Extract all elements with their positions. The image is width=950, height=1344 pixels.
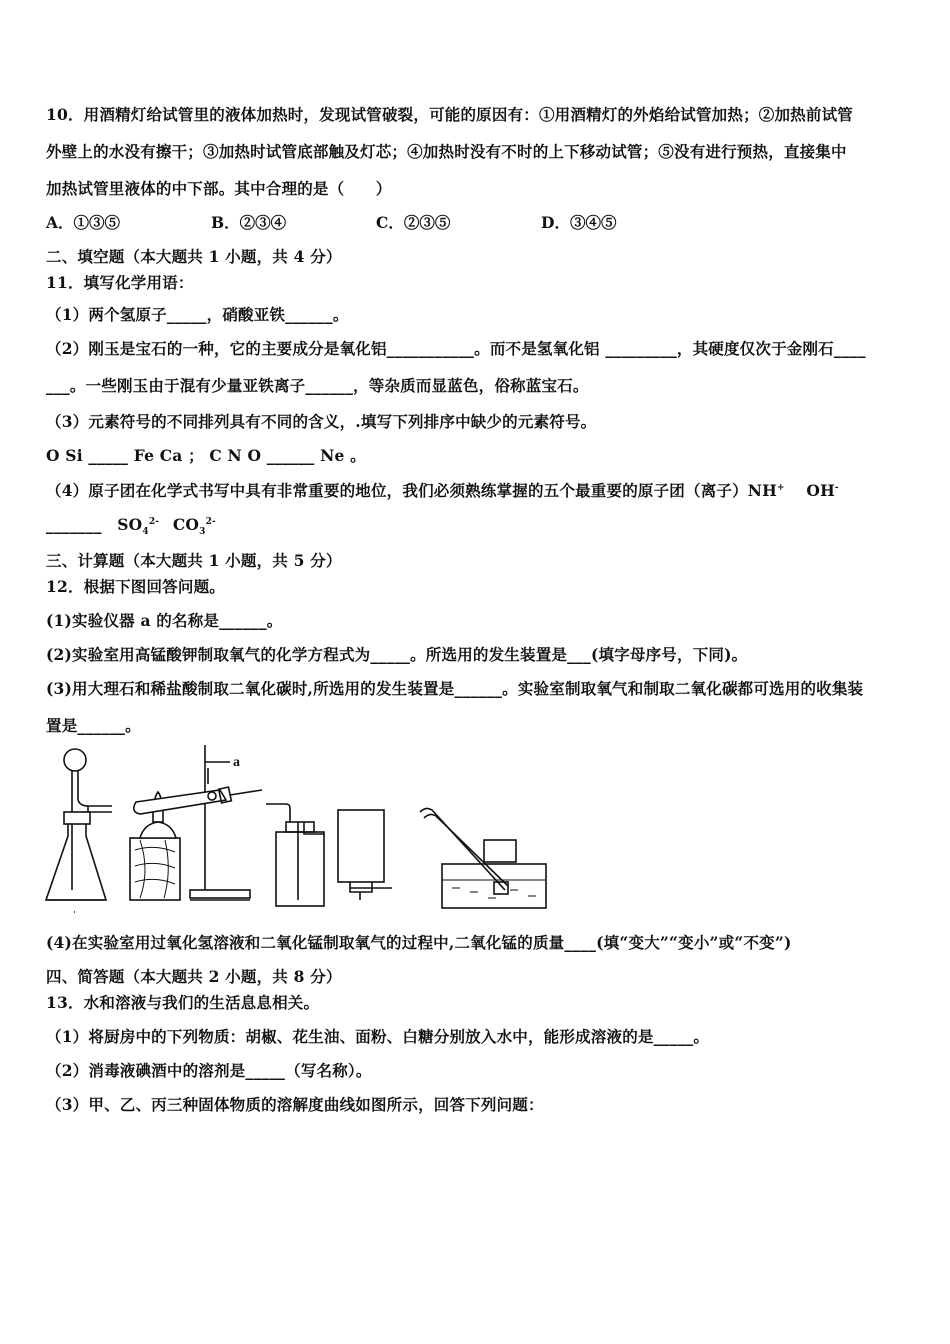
- q12-part2: (2)实验室用高锰酸钾制取氧气的化学方程式为_____。所选用的发生装置是___(填字母序号，下同)。: [46, 645, 748, 664]
- gas-bottle-apparatus: [266, 804, 324, 906]
- co3-formula: $CO_3^{2-}$: [172, 515, 216, 538]
- oh-formula: OH: [806, 481, 835, 500]
- section4-heading: 四、简答题（本大题共 2 小题，共 8 分）: [46, 967, 342, 986]
- q12-part3b: 置是______。: [46, 716, 141, 735]
- q10-option-c: C．②③⑤: [376, 213, 451, 232]
- water-trough-apparatus: [420, 808, 546, 908]
- figure-label-a: a: [233, 755, 240, 770]
- q12-title: 12．根据下图回答问题。: [46, 577, 225, 596]
- q13-part3: （3）甲、乙、丙三种固体物质的溶解度曲线如图所示，回答下列问题：: [46, 1095, 544, 1114]
- q12-part3a: (3)用大理石和稀盐酸制取二氧化碳时,所选用的发生装置是______。实验室制取氧气和制取二氧化碳都可选用的收集装: [46, 679, 864, 698]
- heating-apparatus: [130, 745, 262, 900]
- q11-part3-sequence: O Si _____ Fe Ca ； C N O ______ Ne 。: [46, 446, 366, 465]
- q11-part4: [46, 479, 839, 501]
- section3-heading: 三、计算题（本大题共 1 小题，共 5 分）: [46, 551, 342, 570]
- section2-heading: 二、填空题（本大题共 1 小题，共 4 分）: [46, 247, 342, 266]
- q10-option-d: D．③④⑤: [541, 213, 617, 232]
- q12-part4: (4)在实验室用过氧化氢溶液和二氧化锰制取氧气的过程中,二氧化锰的质量____(填“变大”“变小”或“不变”): [46, 933, 792, 952]
- q11-part2a: （2）刚玉是宝石的一种，它的主要成分是氧化铝___________。而不是氢氧化铝 _________，其硬度仅次于金刚石____: [46, 339, 866, 358]
- q13-title: 13．水和溶液与我们的生活息息相关。: [46, 993, 320, 1012]
- q11-part2b: ___。一些刚玉由于混有少量亚铁离子______，等杂质而显蓝色，俗称蓝宝石。: [46, 376, 589, 395]
- q11-part1: （1）两个氢原子_____，硝酸亚铁______。: [46, 305, 349, 324]
- q13-part1: （1）将厨房中的下列物质：胡椒、花生油、面粉、白糖分别放入水中，能形成溶液的是_____。: [46, 1027, 710, 1046]
- q12-part1: (1)实验仪器 a 的名称是______。: [46, 611, 283, 630]
- nh4-charge: +: [777, 482, 785, 493]
- q11-part3: （3）元素符号的不同排列具有不同的含义，.填写下列排序中缺少的元素符号。: [46, 412, 597, 431]
- q10-line1: 10．用酒精灯给试管里的液体加热时，发现试管破裂，可能的原因有：①用酒精灯的外焰给试管加热；②加热前试管: [46, 105, 853, 124]
- q10-line3: 加热试管里液体的中下部。其中合理的是（ ）: [46, 179, 392, 198]
- oh-charge: -: [834, 482, 839, 493]
- q11-part4-row2: [46, 515, 216, 537]
- q11-part4-text: （4）原子团在化学式书写中具有非常重要的地位，我们必须熟练掌握的五个最重要的原子团（离子）NH: [46, 481, 778, 500]
- q11-part4-blank: _______: [46, 515, 102, 534]
- q10-line2: 外壁上的水没有擦干；③加热时试管底部触及灯芯；④加热时没有不时的上下移动试管；⑤没有进行预热，直接集中: [46, 142, 847, 161]
- so4-formula: $SO_4^{2-}$: [117, 515, 160, 538]
- flask-with-funnel-apparatus: [46, 749, 112, 912]
- collection-bottle-apparatus: [338, 810, 392, 900]
- lab-apparatus-figure: [40, 740, 560, 918]
- q11-title: 11．填写化学用语：: [46, 273, 194, 292]
- q10-option-b: B．②③④: [211, 213, 287, 232]
- q13-part2: （2）消毒液碘酒中的溶剂是_____（写名称）。: [46, 1061, 372, 1080]
- q10-option-a: A．①③⑤: [46, 213, 121, 232]
